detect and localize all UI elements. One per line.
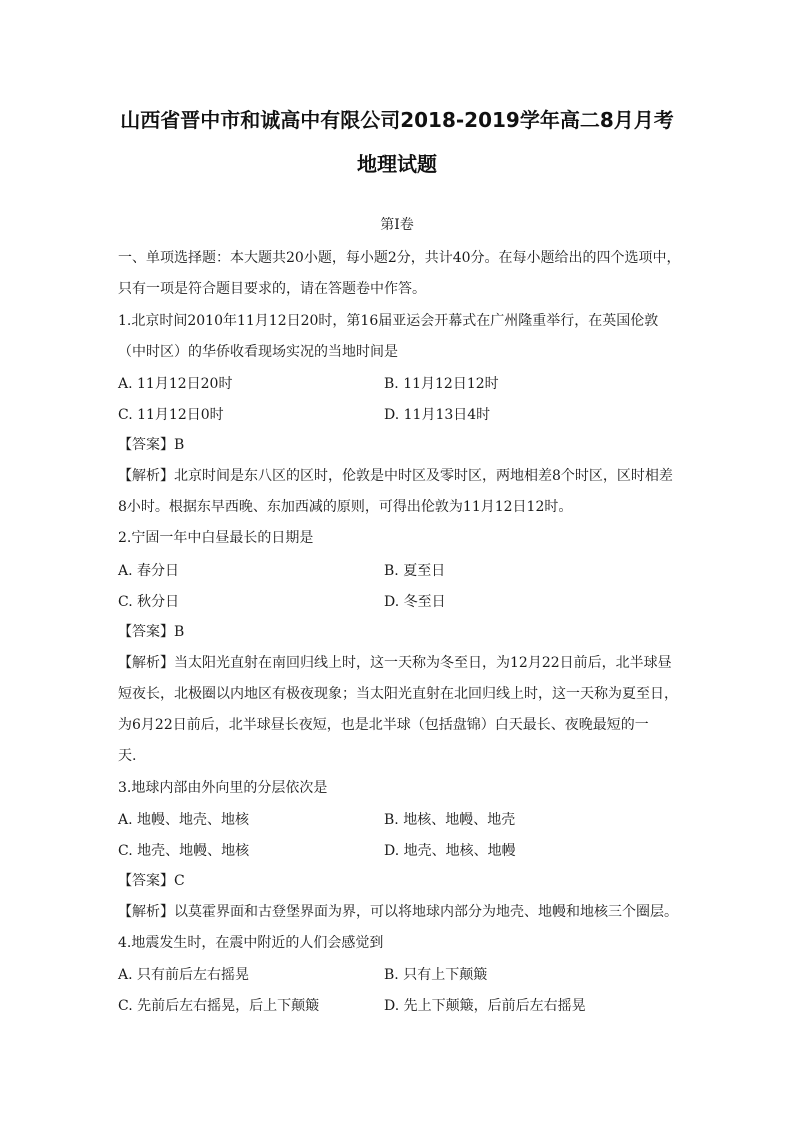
q3-option-b: B. 地核、地幔、地壳 <box>384 812 516 828</box>
q3-explanation-line-1: 【解析】以莫霍界面和古登堡界面为界，可以将地球内部分为地壳、地幔和地核三个圈层。 <box>118 904 678 920</box>
section-label: 第I卷 <box>380 217 414 233</box>
q2-stem: 2.宁固一年中白昼最长的日期是 <box>118 530 314 546</box>
exam-subtitle: 地理试题 <box>357 152 437 176</box>
q3-stem: 3.地球内部由外向里的分层依次是 <box>118 780 328 796</box>
q2-explanation-line-2: 短夜长，北极圈以内地区有极夜现象；当太阳光直射在北回归线上时，这一天称为夏至日， <box>118 686 678 702</box>
q1-stem-line-1: 1.北京时间2010年11月12日20时，第16届亚运会开幕式在广州隆重举行，在英国伦敦 <box>118 313 659 329</box>
q1-option-d: D. 11月13日4时 <box>384 407 491 423</box>
q2-explanation-line-4: 天. <box>118 748 137 764</box>
q1-option-c: C. 11月12日0时 <box>118 407 224 423</box>
q2-option-d: D. 冬至日 <box>384 594 446 610</box>
instructions-line-1: 一、单项选择题：本大题共20小题，每小题2分，共计40分。在每小题给出的四个选项中， <box>118 250 681 266</box>
q2-answer: 【答案】B <box>118 624 185 640</box>
q2-option-a: A. 春分日 <box>118 563 180 579</box>
q3-option-a: A. 地幔、地壳、地核 <box>118 812 250 828</box>
q1-answer: 【答案】B <box>118 437 185 453</box>
q2-explanation-line-3: 为6月22日前后，北半球昼长夜短，也是北半球（包括盘锦）白天最长、夜晚最短的一 <box>118 717 649 733</box>
q2-option-c: C. 秋分日 <box>118 594 180 610</box>
q3-option-c: C. 地壳、地幔、地核 <box>118 843 250 859</box>
q2-explanation-line-1: 【解析】当太阳光直射在南回归线上时，这一天称为冬至日，为12月22日前后，北半球昼 <box>118 655 672 671</box>
q4-option-d: D. 先上下颠簸，后前后左右摇晃 <box>384 998 586 1014</box>
q1-explanation-line-1: 【解析】北京时间是东八区的区时，伦敦是中时区及零时区，两地相差8个时区，区时相差 <box>118 468 673 484</box>
q4-option-c: C. 先前后左右摇晃，后上下颠簸 <box>118 998 320 1014</box>
q4-option-a: A. 只有前后左右摇晃 <box>118 967 250 983</box>
q4-option-b: B. 只有上下颠簸 <box>384 967 488 983</box>
q1-option-a: A. 11月12日20时 <box>118 376 233 392</box>
q1-stem-line-2: （中时区）的华侨收看现场实况的当地时间是 <box>118 344 398 360</box>
q3-option-d: D. 地壳、地核、地幔 <box>384 843 516 859</box>
q3-answer: 【答案】C <box>118 873 185 889</box>
exam-title: 山西省晋中市和诚高中有限公司2018-2019学年高二8月月考 <box>120 108 674 132</box>
q2-option-b: B. 夏至日 <box>384 563 446 579</box>
q1-option-b: B. 11月12日12时 <box>384 376 499 392</box>
instructions-line-2: 只有一项是符合题目要求的，请在答题卷中作答。 <box>118 281 426 297</box>
q4-stem: 4.地震发生时，在震中附近的人们会感觉到 <box>118 935 384 951</box>
q1-explanation-line-2: 8小时。根据东早西晚、东加西减的原则，可得出伦敦为11月12日12时。 <box>118 499 573 515</box>
